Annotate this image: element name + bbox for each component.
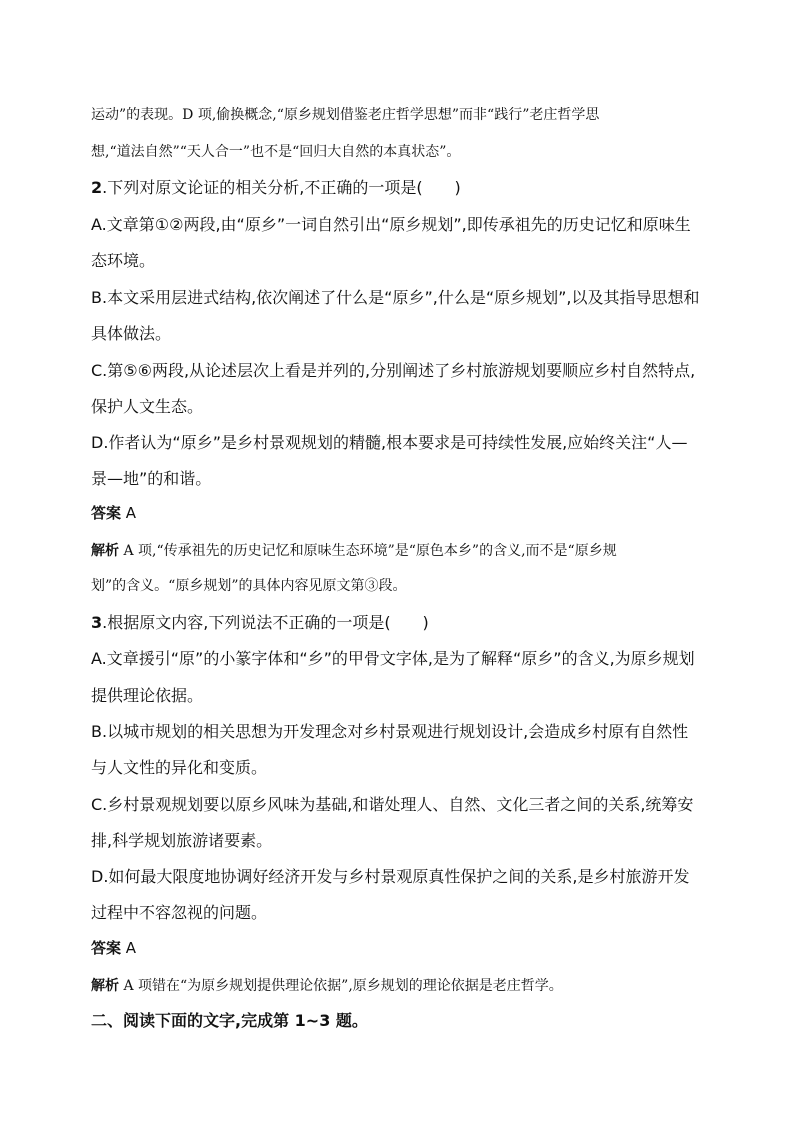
q2-answer-value: A <box>121 504 137 522</box>
q2-option-a-line-2: 态环境。 <box>91 251 156 270</box>
q3-analysis-label: 解析 <box>91 978 119 994</box>
question-2-number: 2 <box>91 178 103 197</box>
question-2-text: .下列对原文论证的相关分析,不正确的一项是( ) <box>102 178 461 197</box>
q3-option-a-line-2: 提供理论依据。 <box>91 686 204 705</box>
q2-option-b-line-1: B.本文采用层进式结构,依次阐述了什么是“原乡”,什么是“原乡规划”,以及其指导思想和 <box>91 288 700 307</box>
q2-option-c-line-1: C.第⑤⑥两段,从论述层次上看是并列的,分别阐述了乡村旅游规划要顺应乡村自然特点, <box>91 361 696 380</box>
q3-answer-value: A <box>121 939 137 957</box>
question-3-number: 3 <box>91 613 103 632</box>
prev-analysis-line-1: 运动”的表现。D 项,偷换概念,“原乡规划借鉴老庄哲学思想”而非“践行”老庄哲学思 <box>91 107 600 123</box>
q2-answer-label: 答案 <box>91 504 122 522</box>
q2-analysis-label: 解析 <box>91 543 119 559</box>
q3-option-c-line-1: C.乡村景观规划要以原乡风味为基础,和谐处理人、自然、文化三者之间的关系,统筹安 <box>91 795 694 814</box>
q2-analysis-text: A 项,“传承祖先的历史记忆和原味生态环境”是“原色本乡”的含义,而不是“原乡规 <box>119 543 617 559</box>
q3-answer <box>91 937 136 958</box>
prev-analysis-line-2: 想,“道法自然”“天人合一”也不是“回归大自然的本真状态”。 <box>91 144 461 160</box>
q3-option-b-line-2: 与人文性的异化和变质。 <box>91 758 268 777</box>
question-3-text: .根据原文内容,下列说法不正确的一项是( ) <box>102 613 429 632</box>
q3-option-d-line-1: D.如何最大限度地协调好经济开发与乡村景观原真性保护之间的关系,是乡村旅游开发 <box>91 867 690 886</box>
question-2-stem <box>91 175 461 198</box>
q2-option-d-line-1: D.作者认为“原乡”是乡村景观规划的精髓,根本要求是可持续性发展,应始终关注“人— <box>91 433 688 452</box>
q3-option-c-line-2: 排,科学规划旅游诸要素。 <box>91 831 273 850</box>
q2-analysis-line-1 <box>91 540 617 560</box>
q2-option-a-line-1: A.文章第①②两段,由“原乡”一词自然引出“原乡规划”,即传承祖先的历史记忆和原味生 <box>91 215 691 234</box>
q2-option-b-line-2: 具体做法。 <box>91 324 172 343</box>
question-3-stem <box>91 610 429 633</box>
q2-answer <box>91 502 136 523</box>
q3-option-b-line-1: B.以城市规划的相关思想为开发理念对乡村景观进行规划设计,会造成乡村原有自然性 <box>91 722 689 741</box>
section-2-heading: 二、阅读下面的文字,完成第 1~3 题。 <box>91 1011 368 1030</box>
q3-analysis-text: A 项错在“为原乡规划提供理论依据”,原乡规划的理论依据是老庄哲学。 <box>119 978 563 994</box>
q3-analysis-line-1 <box>91 975 563 995</box>
q2-analysis-line-2: 划”的含义。“原乡规划”的具体内容见原文第③段。 <box>91 578 407 594</box>
q3-option-d-line-2: 过程中不容忽视的问题。 <box>91 903 268 922</box>
q3-option-a-line-1: A.文章援引“原”的小篆字体和“乡”的甲骨文字体,是为了解释“原乡”的含义,为原乡规划 <box>91 649 695 668</box>
q2-option-c-line-2: 保护人文生态。 <box>91 397 204 416</box>
q2-option-d-line-2: 景—地”的和谐。 <box>91 469 212 488</box>
q3-answer-label: 答案 <box>91 939 122 957</box>
